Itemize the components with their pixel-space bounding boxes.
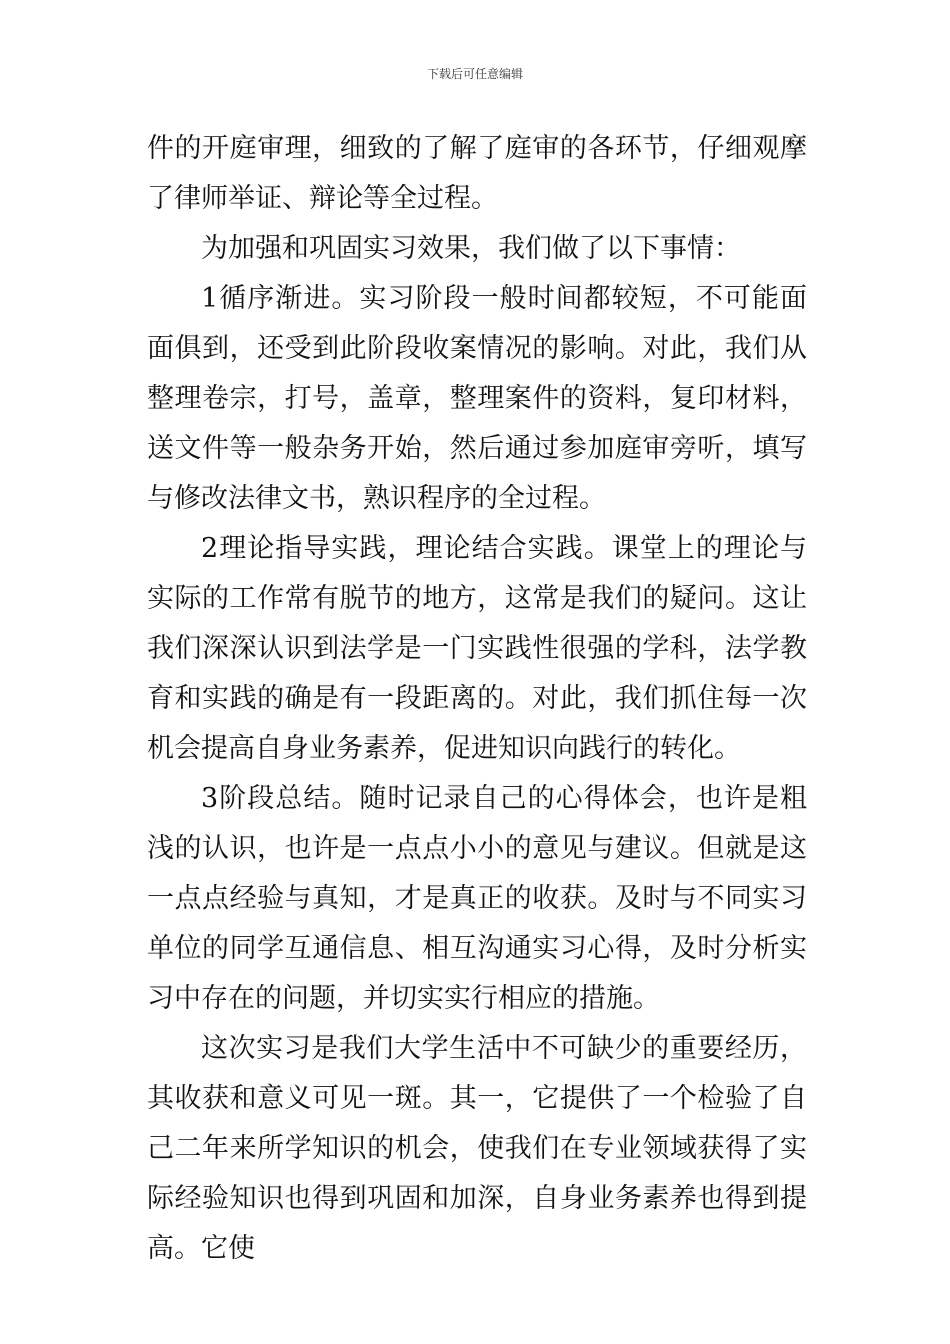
- paragraph-item-1: 1循序渐进。实习阶段一般时间都较短，不可能面面俱到，还受到此阶段收案情况的影响。对此，我们从整理卷宗，打号，盖章，整理案件的资料，复印材料，送文件等一般杂务开始，然后通过参加庭审旁听，填写与修改法律文书，熟识程序的全过程。: [147, 283, 807, 514]
- paragraph-item-3: 3阶段总结。随时记录自己的心得体会，也许是粗浅的认识，也许是一点点小小的意见与建议。但就是这一点点经验与真知，才是真正的收获。及时与不同实习单位的同学互通信息、相互沟通实习心得，及时分析实习中存在的问题，并切实实行相应的措施。: [147, 783, 807, 1014]
- paragraph-conclusion: 这次实习是我们大学生活中不可缺少的重要经历，其收获和意义可见一斑。其一，它提供了一个检验了自己二年来所学知识的机会，使我们在专业领域获得了实际经验知识也得到巩固和加深，自身业务素养也得到提高。它使: [147, 1033, 807, 1264]
- paragraph-intro: 为加强和巩固实习效果，我们做了以下事情：: [201, 233, 741, 264]
- paragraph-item-2: 2理论指导实践，理论结合实践。课堂上的理论与实际的工作常有脱节的地方，这常是我们的疑问。这让我们深深认识到法学是一门实践性很强的学科，法学教育和实践的确是有一段距离的。对此，我们抓住每一次机会提高自身业务素养，促进知识向践行的转化。: [147, 533, 807, 764]
- document-body: [147, 124, 807, 1274]
- paragraph-continuation: 件的开庭审理，细致的了解了庭审的各环节，仔细观摩了律师举证、辩论等全过程。: [147, 133, 807, 214]
- page-header-note: 下载后可任意编辑: [426, 67, 523, 81]
